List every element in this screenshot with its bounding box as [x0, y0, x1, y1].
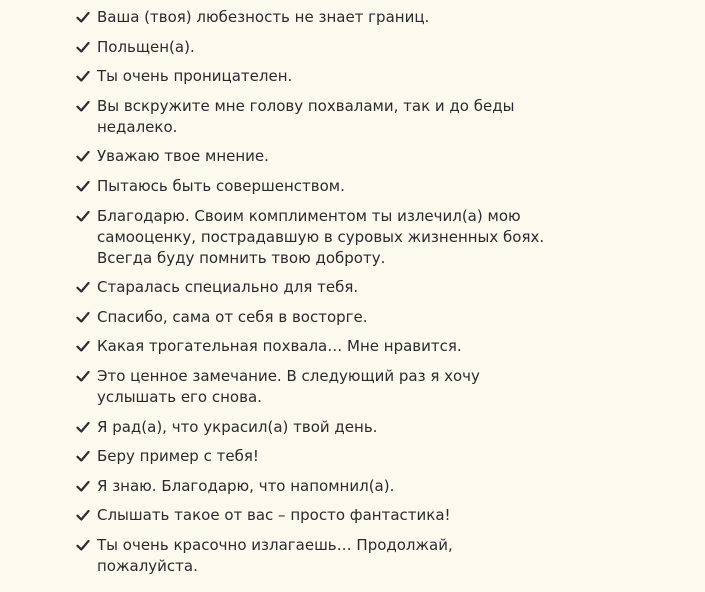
check-icon	[76, 340, 90, 353]
list-item	[76, 206, 556, 269]
list-item	[76, 535, 556, 577]
list-item	[76, 336, 556, 357]
list-item	[76, 66, 556, 87]
list-item	[76, 176, 556, 197]
list-item-text: Какая трогательная похвала… Мне нравится.	[97, 337, 462, 356]
list-item	[76, 505, 556, 526]
check-icon	[76, 311, 90, 324]
check-icon	[76, 450, 90, 463]
list-item	[76, 446, 556, 467]
check-icon	[76, 11, 90, 24]
list-item-text: Это ценное замечание. В следующий раз я хочу услышать его снова.	[97, 366, 480, 406]
list-item-text: Старалась специально для тебя.	[97, 278, 359, 297]
check-icon	[76, 41, 90, 54]
check-icon	[76, 421, 90, 434]
list-item-text: Благодарю. Своим комплиментом ты излечил(а) мою самооценку, пострадавшую в суровых жизненных боях. Всегда буду помнить твою доброту.	[97, 206, 545, 267]
check-icon	[76, 210, 90, 223]
check-icon	[76, 100, 90, 113]
list-item	[76, 7, 556, 28]
list-item	[76, 417, 556, 438]
check-icon	[76, 70, 90, 83]
check-icon	[76, 180, 90, 193]
list-item-text: Польщен(а).	[97, 37, 195, 56]
list-item	[76, 37, 556, 58]
list-item	[76, 277, 556, 298]
list-item	[76, 96, 556, 138]
list-item	[76, 146, 556, 167]
list-item-text: Ваша (твоя) любезность не знает границ.	[97, 8, 430, 26]
checklist	[76, 7, 556, 586]
list-item-text: Беру пример с тебя!	[97, 447, 259, 466]
list-item	[76, 366, 556, 408]
list-item-text: Спасибо, сама от себя в восторге.	[97, 307, 368, 326]
list-item-text: Ты очень проницателен.	[97, 67, 293, 86]
list-item-text: Я рад(а), что украсил(а) твой день.	[97, 417, 378, 436]
list-item-text: Пытаюсь быть совершенством.	[97, 176, 345, 195]
check-icon	[76, 509, 90, 522]
list-item-text: Вы вскружите мне голову похвалами, так и до беды недалеко.	[97, 96, 515, 136]
check-icon	[76, 150, 90, 163]
list-item	[76, 307, 556, 328]
check-icon	[76, 480, 90, 493]
list-item-text: Я знаю. Благодарю, что напомнил(а).	[97, 476, 395, 495]
list-item-text: Ты очень красочно излагаешь… Продолжай, пожалуйста.	[97, 535, 453, 575]
check-icon	[76, 539, 90, 552]
check-icon	[76, 281, 90, 294]
list-item	[76, 476, 556, 497]
list-item-text: Слышать такое от вас – просто фантастика!	[97, 506, 451, 525]
check-icon	[76, 370, 90, 383]
list-item-text: Уважаю твое мнение.	[97, 147, 269, 166]
